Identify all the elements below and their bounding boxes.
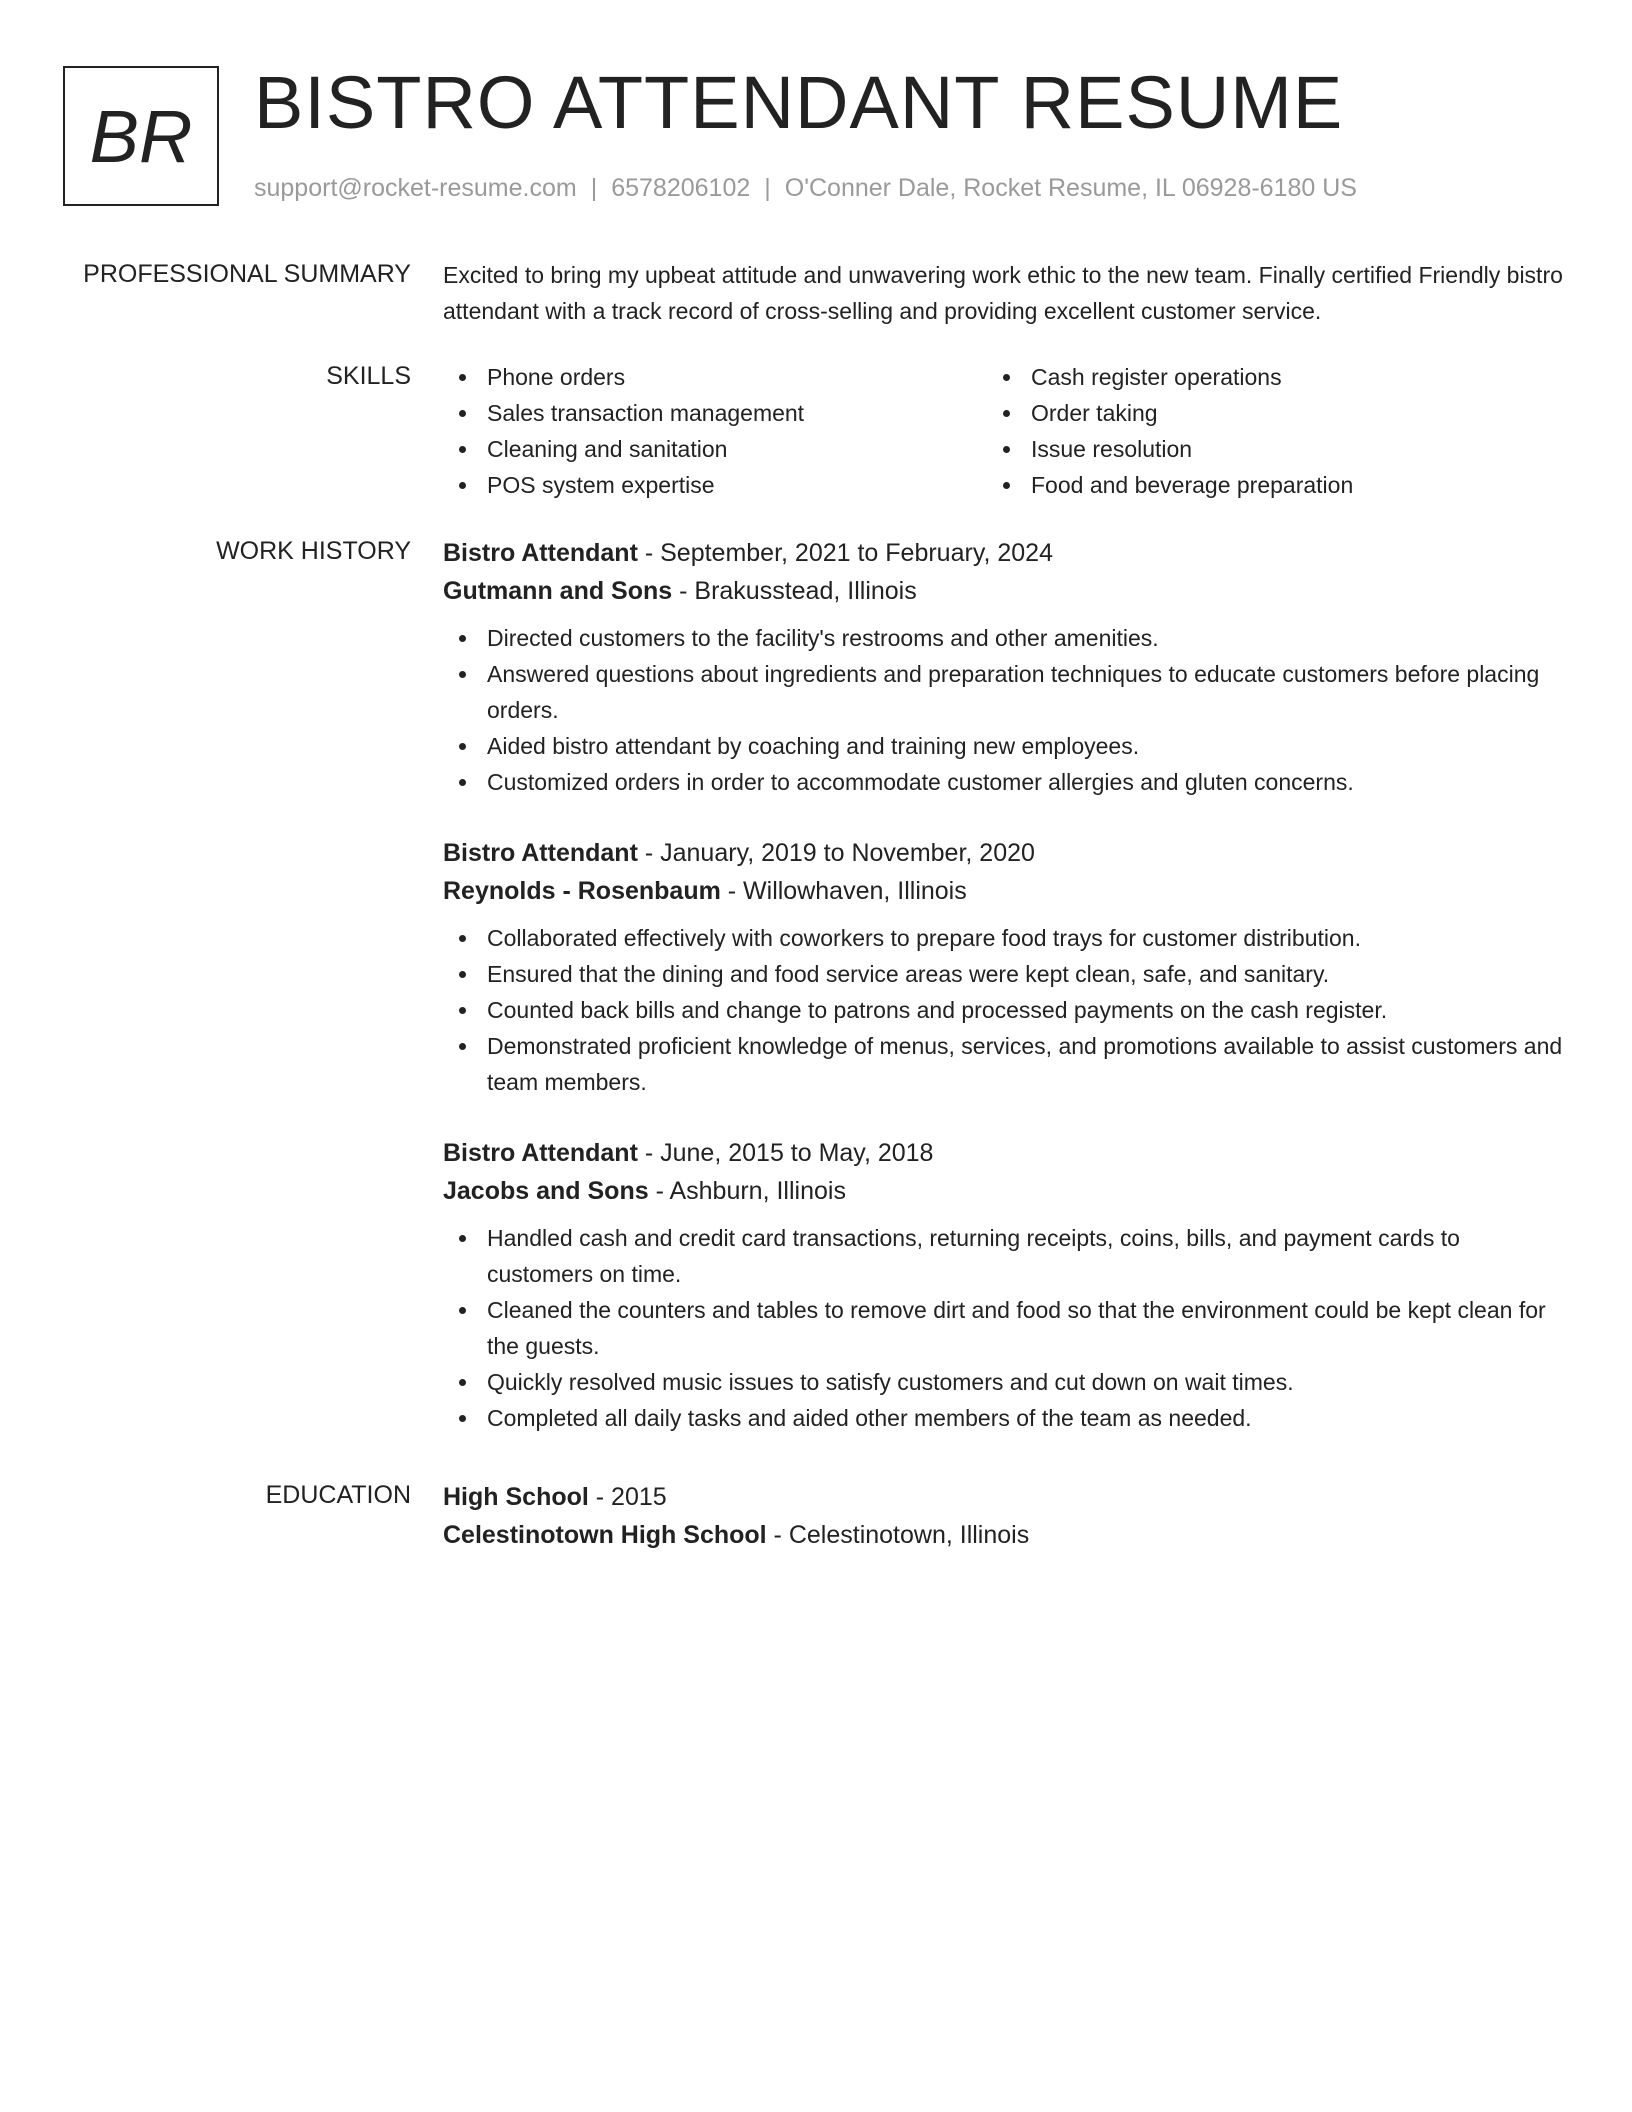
- job-bullets: [443, 920, 1563, 1100]
- job-role: Bistro Attendant: [443, 1139, 638, 1167]
- job-bullet: Cleaned the counters and tables to remove dirt and food so that the environment could be kept clean for the guests.: [443, 1292, 1563, 1364]
- skill-item: Phone orders: [443, 359, 987, 395]
- job-bullets: [443, 620, 1563, 800]
- job-bullet: Quickly resolved music issues to satisfy customers and cut down on wait times.: [443, 1364, 1563, 1400]
- skill-item: Cleaning and sanitation: [443, 431, 987, 467]
- job-bullet: Demonstrated proficient knowledge of menus, services, and promotions available to assist customers and team members.: [443, 1028, 1563, 1100]
- skills-label: SKILLS: [326, 362, 411, 390]
- job-location: - Ashburn, Illinois: [648, 1177, 846, 1205]
- education-year: - 2015: [588, 1483, 667, 1511]
- job-location: - Brakusstead, Illinois: [672, 577, 917, 605]
- job-company: Reynolds - Rosenbaum: [443, 877, 721, 905]
- job-role: Bistro Attendant: [443, 539, 638, 567]
- contact-separator: |: [764, 174, 771, 202]
- job-bullet: Handled cash and credit card transactions, returning receipts, coins, bills, and payment cards to customers on time.: [443, 1220, 1563, 1292]
- job-role: Bistro Attendant: [443, 839, 638, 867]
- job-company: Jacobs and Sons: [443, 1177, 649, 1205]
- skill-item: Cash register operations: [987, 359, 1531, 395]
- job-bullet: Ensured that the dining and food service areas were kept clean, safe, and sanitary.: [443, 956, 1563, 992]
- job-dates: - September, 2021 to February, 2024: [637, 539, 1053, 567]
- job-bullet: Customized orders in order to accommodate customer allergies and gluten concerns.: [443, 764, 1563, 800]
- summary-label: PROFESSIONAL SUMMARY: [83, 260, 411, 288]
- summary-text: Excited to bring my upbeat attitude and unwavering work ethic to the new team. Finally certified Friendly bistro attendant with a track record of cross-selling and providing excellent customer service.: [443, 262, 1563, 324]
- job-company: Gutmann and Sons: [443, 577, 673, 605]
- skill-item: Food and beverage preparation: [987, 467, 1531, 503]
- skill-item: Issue resolution: [987, 431, 1531, 467]
- page-title: BISTRO ATTENDANT RESUME: [254, 61, 1344, 144]
- job-bullet: Counted back bills and change to patrons and processed payments on the cash register.: [443, 992, 1563, 1028]
- education-location: - Celestinotown, Illinois: [766, 1521, 1030, 1549]
- job-title-line: [443, 834, 1563, 872]
- monogram-logo: BR: [63, 66, 219, 206]
- job-dates: - January, 2019 to November, 2020: [637, 839, 1035, 867]
- job-company-line: [443, 1172, 1563, 1210]
- job-title-line: [443, 534, 1563, 572]
- skill-item: Order taking: [987, 395, 1531, 431]
- job-company-line: [443, 872, 1563, 910]
- job-bullet: Answered questions about ingredients and preparation techniques to educate customers before placing orders.: [443, 656, 1563, 728]
- job-location: - Willowhaven, Illinois: [720, 877, 967, 905]
- contact-line: [254, 172, 1357, 204]
- education-degree: High School: [443, 1483, 589, 1511]
- skill-item: Sales transaction management: [443, 395, 987, 431]
- education-degree-line: [443, 1478, 1563, 1516]
- contact-phone: 6578206102: [611, 174, 751, 202]
- job-entry: [443, 834, 1563, 1100]
- education-school-line: [443, 1516, 1563, 1554]
- skills-list-left: [443, 359, 987, 503]
- contact-email: support@rocket-resume.com: [254, 174, 577, 202]
- contact-address: O'Conner Dale, Rocket Resume, IL 06928-6180 US: [784, 174, 1357, 202]
- job-dates: - June, 2015 to May, 2018: [637, 1139, 934, 1167]
- job-title-line: [443, 1134, 1563, 1172]
- work-history-label: WORK HISTORY: [216, 537, 411, 565]
- skills-list-right: [987, 359, 1531, 503]
- job-company-line: [443, 572, 1563, 610]
- job-bullet: Completed all daily tasks and aided other members of the team as needed.: [443, 1400, 1563, 1436]
- job-entry: [443, 534, 1563, 800]
- job-bullet: Aided bistro attendant by coaching and training new employees.: [443, 728, 1563, 764]
- job-bullet: Directed customers to the facility's restrooms and other amenities.: [443, 620, 1563, 656]
- job-entry: [443, 1134, 1563, 1436]
- education-label: EDUCATION: [265, 1481, 411, 1509]
- education-school: Celestinotown High School: [443, 1521, 767, 1549]
- job-bullet: Collaborated effectively with coworkers to prepare food trays for customer distribution.: [443, 920, 1563, 956]
- contact-separator: |: [590, 174, 598, 202]
- skills-grid: [443, 359, 1563, 503]
- skill-item: POS system expertise: [443, 467, 987, 503]
- job-bullets: [443, 1220, 1563, 1436]
